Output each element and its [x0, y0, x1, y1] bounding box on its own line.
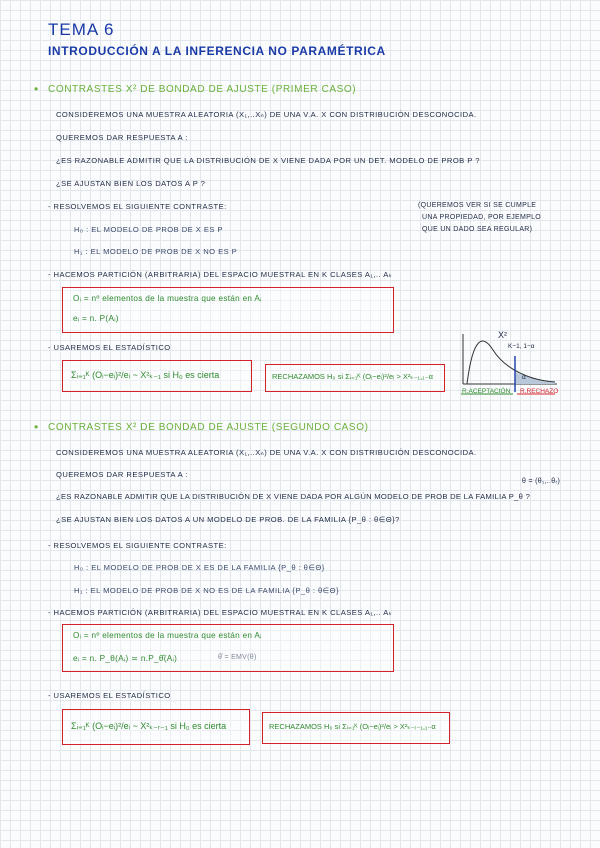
s2-question2: ¿SE AJUSTAN BIEN LOS DATOS A UN MODELO DE PROB. DE LA FAMILIA {P_θ : θ∈Θ}?	[56, 515, 400, 524]
s2-theta: θ = (θ₁,..θᵣ)	[522, 478, 561, 485]
s2-solve: - RESOLVEMOS EL SIGUIENTE CONTRASTE:	[48, 541, 227, 550]
s2-definitions-box	[62, 624, 394, 672]
graph-curve-sub: K−1, 1−α	[508, 343, 535, 350]
s1-note-line1: (QUEREMOS VER SI SE CUMPLE	[418, 202, 537, 209]
page-title: TEMA 6	[48, 20, 115, 39]
section1-heading: CONTRASTES X² DE BONDAD DE AJUSTE (PRIMER CASO)	[48, 84, 357, 95]
s2-oi-def: Oᵢ = nº elementos de la muestra que están en Aᵢ	[73, 631, 262, 640]
s2-emv: θ̂ = EMV(θ)	[218, 654, 257, 661]
s2-ei-def: eᵢ = n. P_θ(Aᵢ) ≃ n.P_θ̂(Aᵢ)	[73, 654, 178, 663]
s1-intro: CONSIDEREMOS UNA MUESTRA ALEATORIA (X₁,..Xₙ) DE UNA V.A. X CON DISTRIBUCIÓN DESCONOCIDA.	[56, 110, 477, 119]
s2-formula: Σᵢ₌₁ᴷ (Oᵢ−eᵢ)²/eᵢ ~ X²ₖ₋ᵣ₋₁ si H₀ es cierta	[71, 721, 227, 731]
s1-reject-box	[265, 364, 445, 392]
s1-want: QUEREMOS DAR RESPUESTA A :	[56, 133, 188, 142]
s1-definitions-box	[62, 287, 394, 333]
s2-intro: CONSIDEREMOS UNA MUESTRA ALEATORIA (X₁,..Xₙ) DE UNA V.A. X CON DISTRIBUCIÓN DESCONOCIDA.	[56, 448, 477, 457]
s1-note-line3: QUE UN DADO SEA REGULAR)	[422, 226, 533, 233]
s2-h1: H₁ : EL MODELO DE PROB DE X NO ES DE LA FAMILIA {P_θ : θ∈Θ}	[74, 586, 340, 595]
s2-want: QUEREMOS DAR RESPUESTA A :	[56, 470, 188, 479]
s1-formula-box	[62, 360, 252, 392]
graph-curve-label: X²	[498, 330, 507, 340]
s2-partition: - HACEMOS PARTICIÓN (ARBITRARIA) DEL ESPACIO MUESTRAL EN K CLASES A₁,.. Aₖ	[48, 608, 393, 617]
s1-formula: Σᵢ₌₁ᴷ (Oᵢ−eᵢ)²/eᵢ ~ X²ₖ₋₁ si H₀ es cierta	[71, 370, 220, 380]
s2-reject-box	[262, 712, 450, 744]
page-subtitle: INTRODUCCIÓN A LA INFERENCIA NO PARAMÉTRICA	[48, 44, 386, 58]
s1-solve: - RESOLVEMOS EL SIGUIENTE CONTRASTE:	[48, 202, 227, 211]
s1-question2: ¿SE AJUSTAN BIEN LOS DATOS A P ?	[56, 179, 206, 188]
s1-ei-def: eᵢ = n. P(Aᵢ)	[73, 314, 119, 323]
s1-h0: H₀ : EL MODELO DE PROB DE X ES P	[74, 225, 223, 234]
s1-h1: H₁ : EL MODELO DE PROB DE X NO ES P	[74, 247, 238, 256]
s1-note-line2: UNA PROPIEDAD, POR EJEMPLO	[422, 214, 542, 221]
graph-reject-label: R.RECHAZO	[520, 388, 559, 395]
graph-alpha: α	[522, 374, 526, 381]
bullet-icon: •	[34, 82, 39, 96]
s2-stat: - USAREMOS EL ESTADÍSTICO	[48, 691, 171, 700]
bullet-icon: •	[34, 420, 39, 434]
s2-reject: RECHAZAMOS H₀ si Σᵢ₌₁ᴷ (Oᵢ−eᵢ)²/eᵢ > X²ₖ₋ᵣ₋₁,₁₋α	[269, 722, 436, 731]
s2-formula-box	[62, 709, 250, 745]
s2-h0: H₀ : EL MODELO DE PROB DE X ES DE LA FAMILIA {P_θ : θ∈Θ}	[74, 563, 325, 572]
graph-accept-label: R.ACEPTACIÓN	[462, 388, 511, 395]
s1-stat: - USAREMOS EL ESTADÍSTICO	[48, 343, 171, 352]
s1-question1: ¿ES RAZONABLE ADMITIR QUE LA DISTRIBUCIÓN DE X VIENE DADA POR UN DET. MODELO DE PROB P ?	[56, 156, 480, 165]
s2-question1: ¿ES RAZONABLE ADMITIR QUE LA DISTRIBUCIÓN DE X VIENE DADA POR ALGÚN MODELO DE PROB DE LA FAMILIA P_θ ?	[56, 492, 531, 501]
section2-heading: CONTRASTES X² DE BONDAD DE AJUSTE (SEGUNDO CASO)	[48, 422, 369, 433]
s1-reject: RECHAZAMOS H₀ si Σᵢ₌₁ᴷ (Oᵢ−eᵢ)²/eᵢ > X²ₖ₋₁,₁₋α	[272, 372, 434, 381]
s1-partition: - HACEMOS PARTICIÓN (ARBITRARIA) DEL ESPACIO MUESTRAL EN K CLASES A₁,.. Aₖ	[48, 270, 393, 279]
s1-oi-def: Oᵢ = nº elementos de la muestra que están en Aᵢ	[73, 294, 262, 303]
